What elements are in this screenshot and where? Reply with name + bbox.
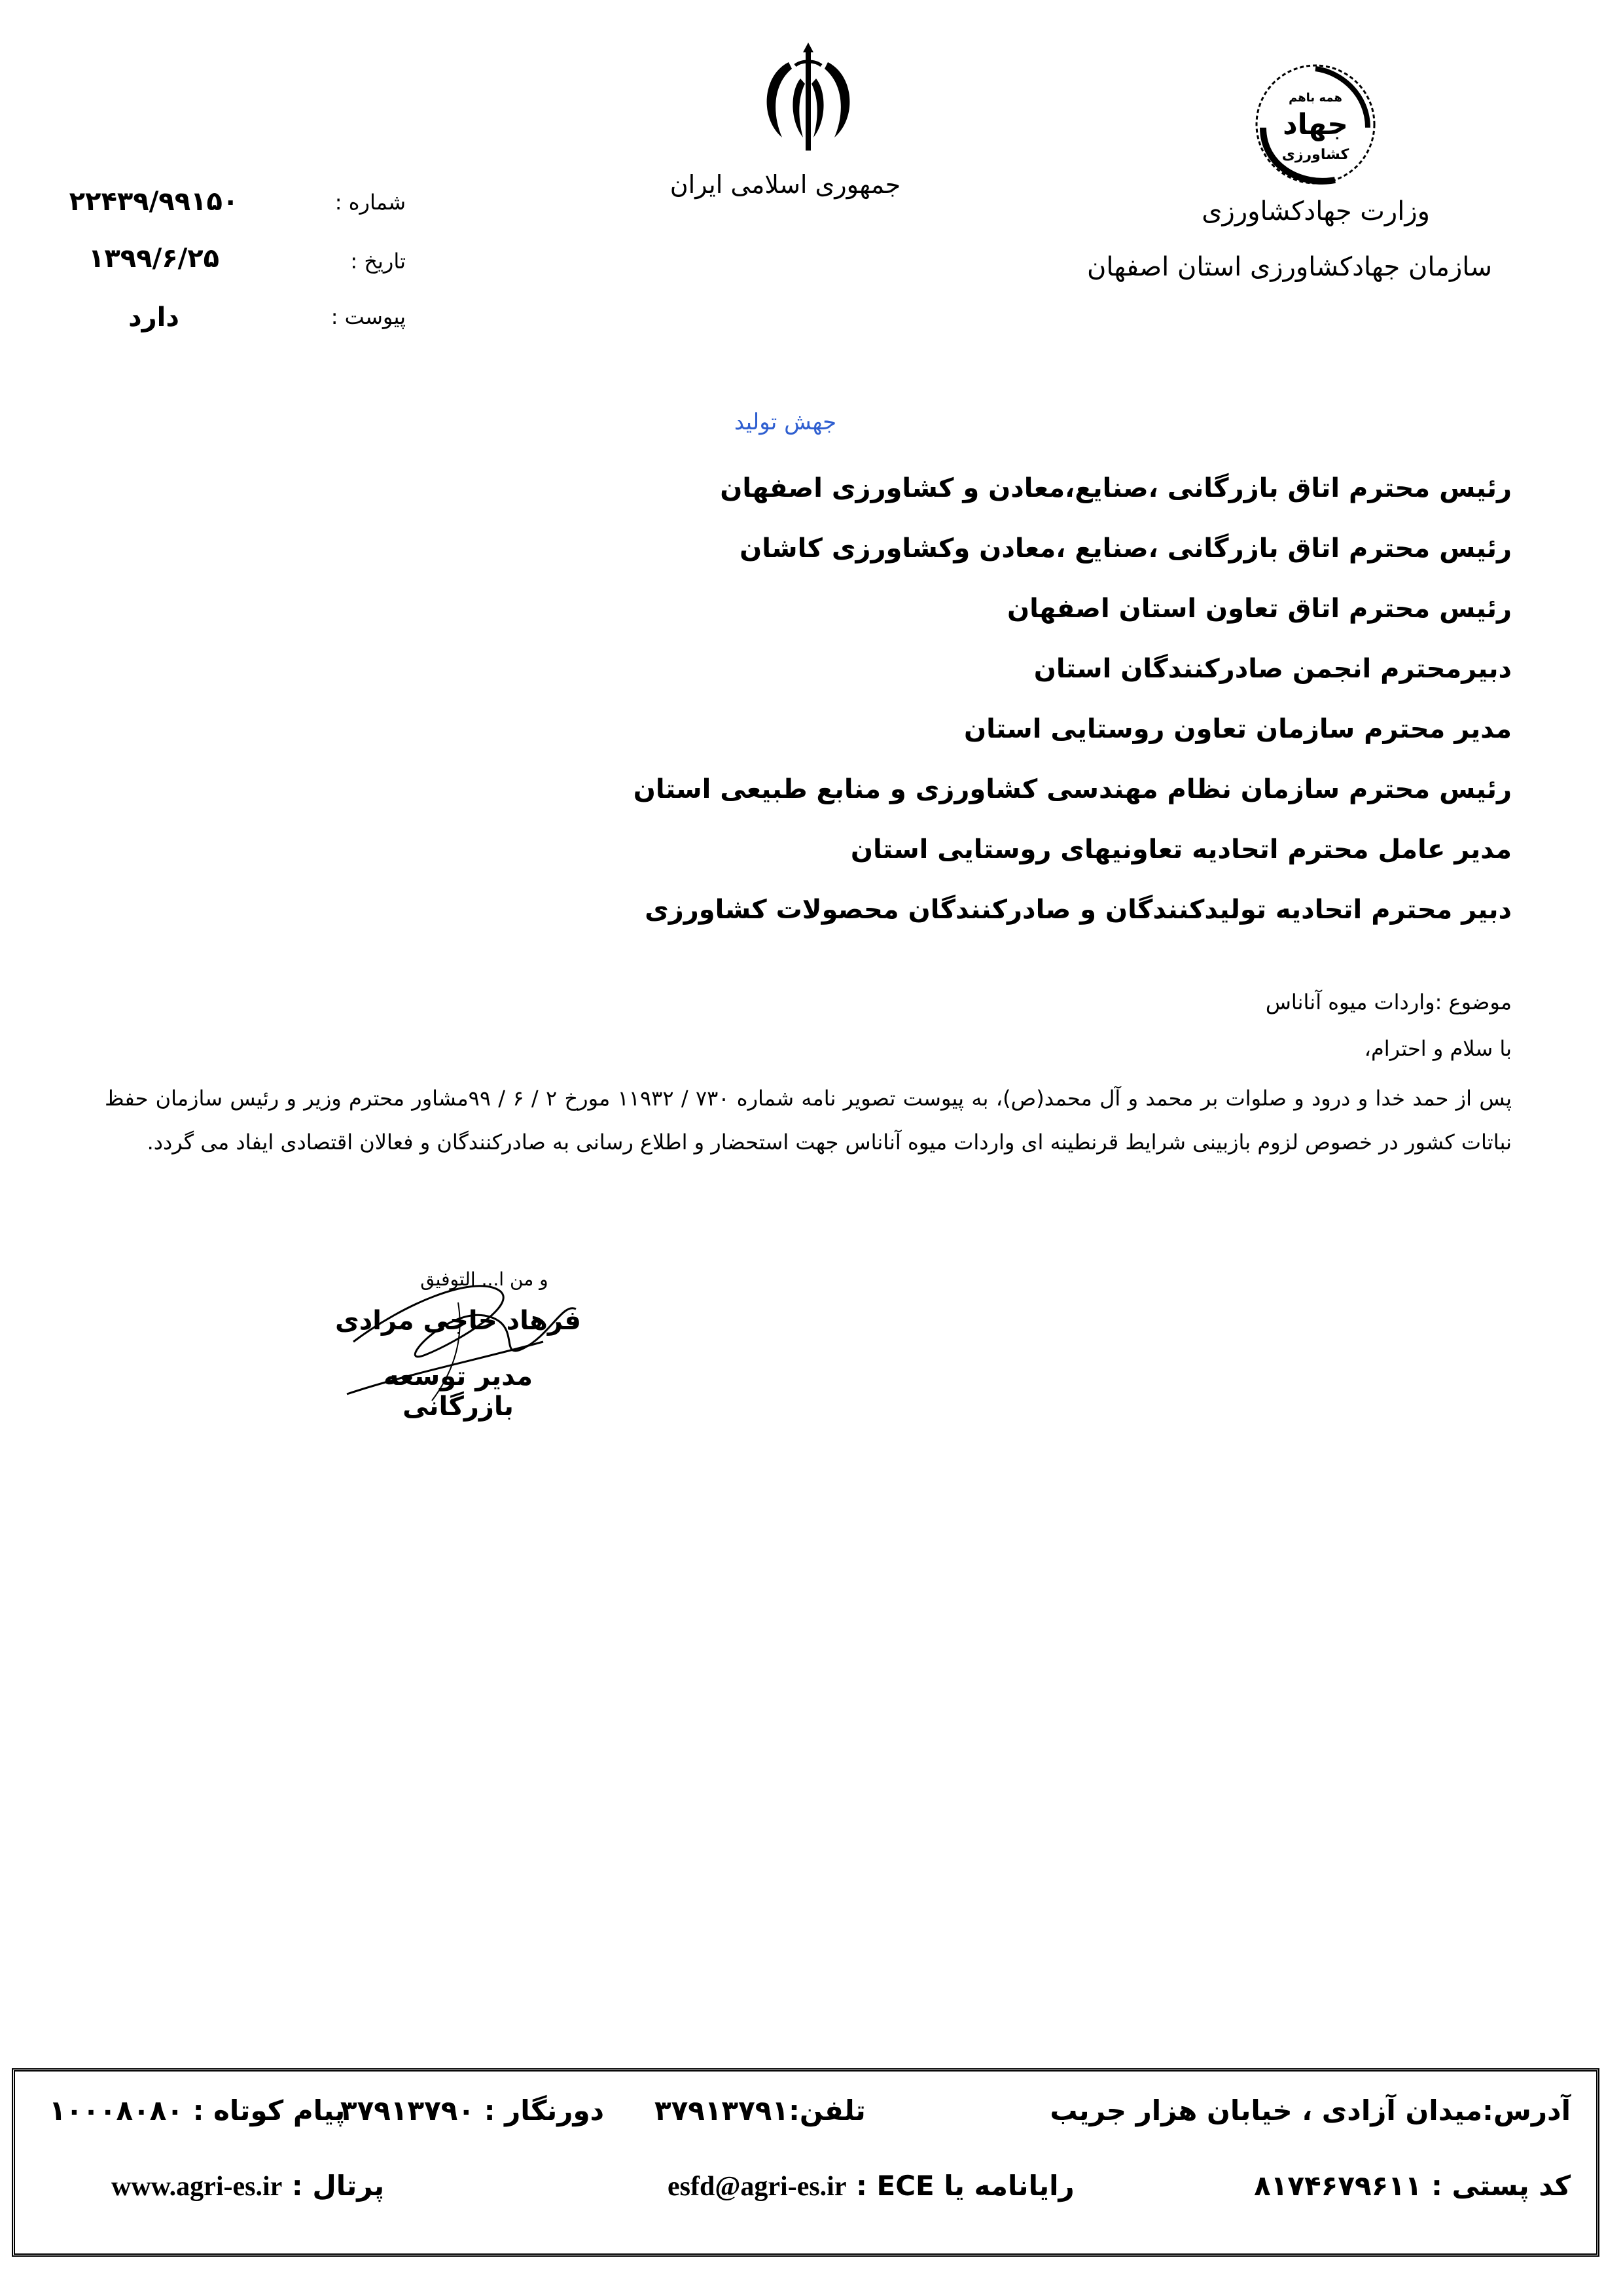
footer-address: آدرس:میدان آزادی ، خیابان هزار جریب bbox=[1050, 2094, 1571, 2126]
recipient-line: رئیس محترم اتاق بازرگانی ،صنایع ،معادن وکشاورزی کاشان bbox=[740, 533, 1512, 564]
date-label: تاریخ : bbox=[350, 249, 406, 274]
letter-subject: موضوع :واردات میوه آناناس bbox=[1265, 990, 1512, 1014]
recipient-line: رئیس محترم اتاق تعاون استان اصفهان bbox=[1007, 594, 1512, 624]
recipient-line: رئیس محترم اتاق بازرگانی ،صنایع،معادن و کشاورزی اصفهان bbox=[720, 473, 1512, 503]
recipient-line: دبیر محترم اتحادیه تولیدکنندگان و صادرکنندگان محصولات کشاورزی bbox=[645, 895, 1512, 925]
republic-title: جمهوری اسلامی ایران bbox=[669, 170, 901, 199]
signer-name: فرهاد حاجی مرادی bbox=[335, 1306, 581, 1336]
recipient-line: رئیس محترم سازمان نظام مهندسی کشاورزی و منابع طبیعی استان bbox=[633, 774, 1512, 804]
footer-postal bbox=[1254, 2170, 1571, 2202]
letter-body: پس از حمد خدا و درود و صلوات بر محمد و آل محمد(ص)، به پیوست تصویر نامه شماره ۷۳۰ / ۱۱۹۳۲ مورخ ۲ / ۶ / ۹۹مشاور محترم وزیر و رئیس سازمان حفظ نباتات کشور در خصوص لزوم بازبینی شرایط قرنطینه ای واردات میوه آناناس جهت استحضار و اطلاع رسانی به صادرکنندگان و فعالان اقتصادی ایفاد می گردد. bbox=[105, 1086, 1512, 1155]
sms-value: ۱۰۰۰۸۰۸۰ bbox=[49, 2094, 184, 2126]
postal-value: ۸۱۷۴۶۷۹۶۱۱ bbox=[1254, 2170, 1422, 2202]
portal-link[interactable]: www.agri-es.ir bbox=[111, 2172, 283, 2202]
phone-value: ۳۷۹۱۳۷۹۱ bbox=[654, 2094, 789, 2126]
letter-greeting: با سلام و احترام، bbox=[1364, 1036, 1512, 1061]
iran-emblem-icon bbox=[743, 39, 874, 164]
email-label: رایانامه یا ECE : bbox=[856, 2170, 1075, 2202]
svg-text:جهاد: جهاد bbox=[1283, 108, 1348, 141]
footer-sms bbox=[49, 2094, 345, 2126]
footer-email bbox=[668, 2170, 1075, 2202]
footer-fax bbox=[340, 2094, 604, 2126]
closing-phrase: و من ا... التوفیق bbox=[420, 1268, 548, 1290]
letter-date: ۱۳۹۹/۶/۲۵ bbox=[88, 243, 220, 274]
email-link[interactable]: esfd@agri-es.ir bbox=[668, 2172, 847, 2202]
letter-number: ۲۲۴۳۹/۹۹۱۵۰ bbox=[69, 187, 239, 217]
sms-label: پیام کوتاه : bbox=[192, 2094, 346, 2126]
recipient-list bbox=[399, 458, 1512, 940]
ministry-name: وزارت جهادکشاورزی bbox=[1202, 196, 1430, 226]
recipient-line: مدیر محترم سازمان تعاون روستایی استان bbox=[963, 714, 1512, 744]
fax-label: دورنگار : bbox=[484, 2094, 605, 2126]
recipient-line: دبیرمحترم انجمن صادرکنندگان استان bbox=[1033, 654, 1512, 684]
svg-text:کشاورزی: کشاورزی bbox=[1281, 147, 1349, 163]
footer-phone bbox=[654, 2094, 866, 2126]
slogan: جهش تولید bbox=[734, 409, 837, 435]
attachment-value: دارد bbox=[128, 302, 179, 332]
number-label: شماره : bbox=[334, 190, 406, 215]
phone-label: تلفن: bbox=[789, 2094, 866, 2126]
signer-title: مدیر توسعه بازرگانی bbox=[383, 1361, 533, 1422]
portal-label: پرتال : bbox=[291, 2170, 385, 2202]
attachment-label: پیوست : bbox=[330, 304, 406, 329]
jahad-keshavarzi-logo-icon bbox=[1243, 56, 1387, 193]
svg-text:همه باهم: همه باهم bbox=[1289, 91, 1342, 105]
organization-name: سازمان جهادکشاورزی استان اصفهان bbox=[1086, 252, 1492, 282]
fax-value: ۳۷۹۱۳۷۹۰ bbox=[340, 2094, 475, 2126]
recipient-line: مدیر عامل محترم اتحادیه تعاونیهای روستایی استان bbox=[850, 834, 1512, 865]
footer-portal bbox=[111, 2170, 384, 2202]
postal-label: کد پستی : bbox=[1431, 2170, 1571, 2202]
